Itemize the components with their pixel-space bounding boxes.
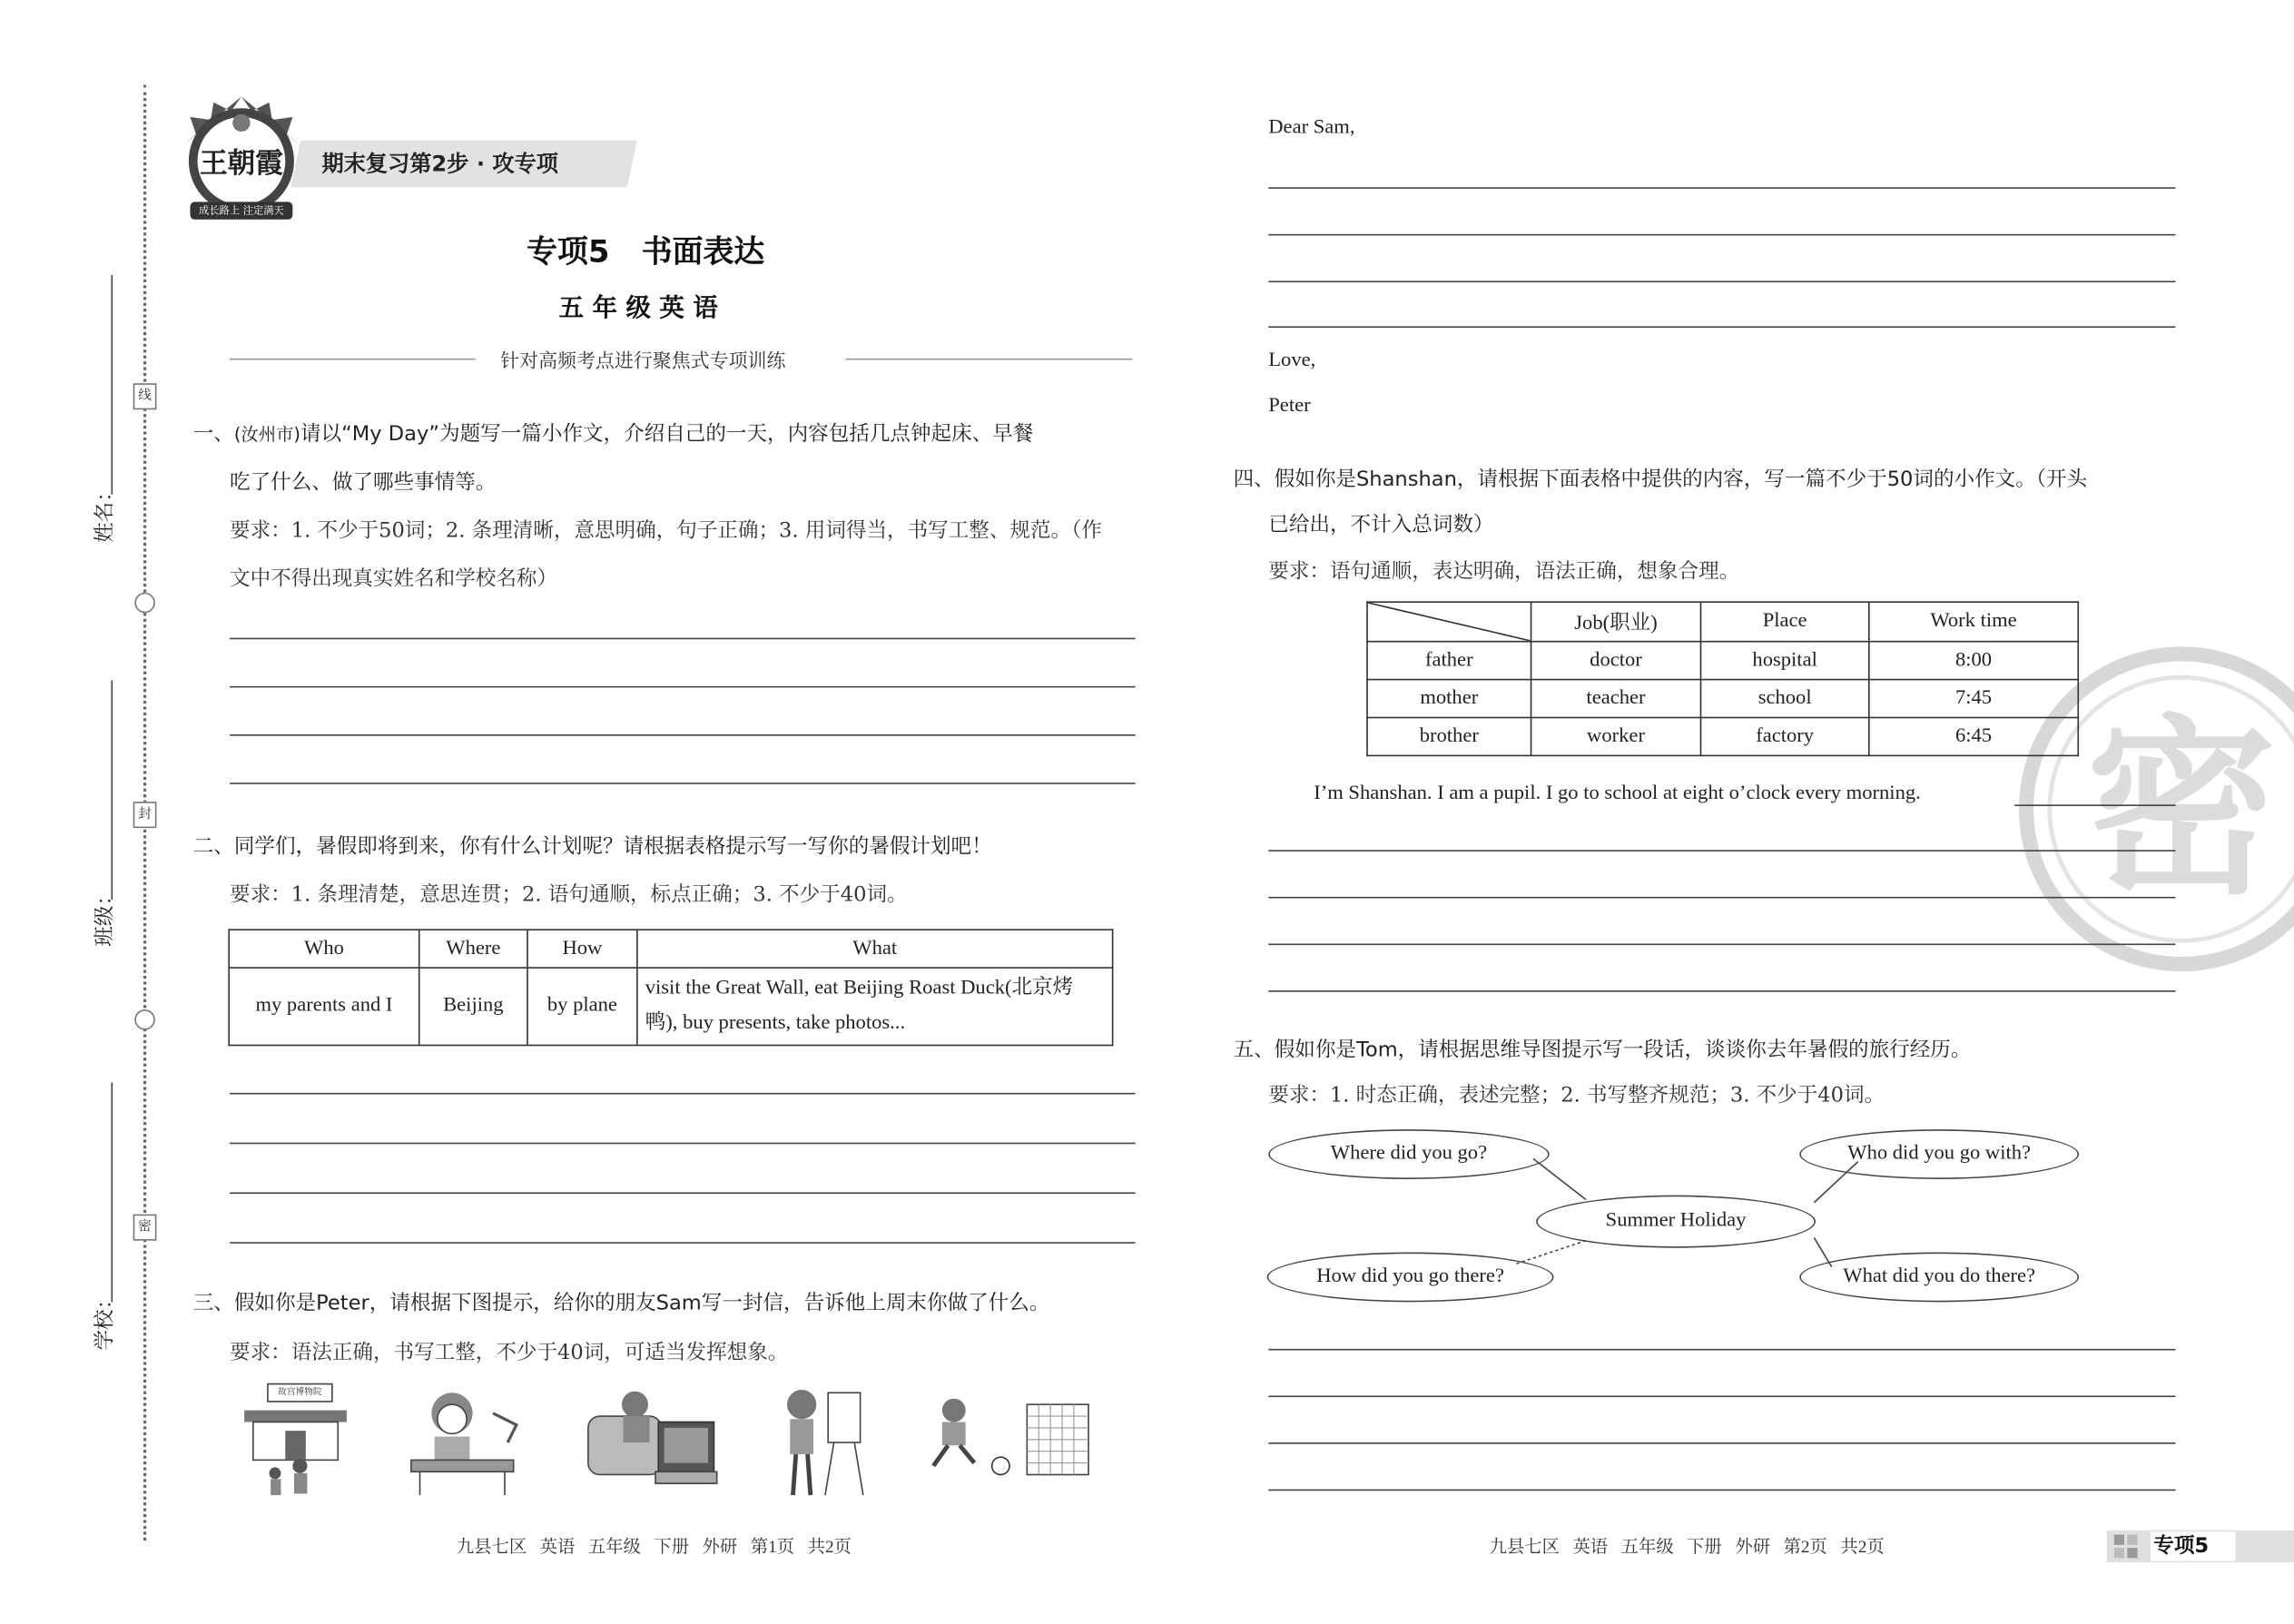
logo-name: 王朝霞 [199,149,283,181]
answer-line[interactable] [1268,1395,2175,1397]
class-label: 班级： [94,885,117,947]
class-write-line[interactable] [111,680,113,900]
q2-cell-where: Beijing [419,968,527,1045]
answer-line[interactable] [230,1093,1136,1095]
q1-requirements-cont: 文中不得出现真实姓名和学校名称） [230,567,558,592]
q1-requirements: 要求：1. 不少于50词；2. 条理清晰，意思明确，句子正确；3. 用词得当，书写工整、规范。（作 [230,519,1102,543]
q4-requirements: 要求：语句通顺，表达明确，语法正确，想象合理。 [1268,560,1740,585]
q1-region: (汝州市) [233,424,300,445]
painting-easel-icon [775,1384,878,1501]
corner-squares-icon [2112,1531,2144,1560]
q1-prompt [193,418,1034,448]
museum-sign-text: 故宫博物院 [278,1386,322,1398]
page-subtitle: 五 年 级 英 语 [558,293,718,324]
answer-line[interactable] [230,638,1136,640]
letter-greeting: Dear Sam, [1268,116,1355,140]
mind-map-where: Where did you go? [1268,1129,1549,1179]
boy-writing-icon [402,1384,534,1499]
seal-circle [134,1009,155,1030]
answer-line[interactable] [1268,326,2175,328]
school-write-line[interactable] [111,1083,113,1303]
footer-left: 九县七区 英语 五年级 下册 外研 第1页 共2页 [456,1536,852,1557]
q2-requirements: 要求：1. 条理清楚，意思连贯；2. 语句通顺，标点正确；3. 不少于40词。 [230,883,908,908]
q4-cell: school [1700,680,1868,718]
seal-char-feng: 封 [133,802,157,828]
seal-circle [134,593,155,614]
q4-header-diagonal [1367,602,1531,642]
q4-header-place: Place [1700,602,1868,642]
answer-line[interactable] [1268,1349,2175,1351]
name-write-line[interactable] [111,275,113,495]
answer-line[interactable] [230,782,1136,784]
q4-prompt-cont: 已给出，不计入总词数） [1268,513,1494,537]
seal-char-xian: 线 [133,383,157,409]
q3-requirements: 要求：语法正确，书写工整，不少于40词，可适当发挥想象。 [230,1341,789,1365]
divider [846,359,1133,360]
illustration-boy-writing [402,1384,534,1504]
answer-line[interactable] [1268,850,2175,851]
q2-plan-table [228,929,1113,1046]
watermark-char: 密 [2086,697,2277,920]
divider [230,359,476,360]
mind-map-center: Summer Holiday [1536,1196,1816,1248]
q4-cell: teacher [1531,680,1701,718]
q4-cell: 6:45 [1869,717,2078,755]
playing-football-icon [925,1395,1093,1483]
q4-header-job: Job(职业) [1531,602,1701,642]
answer-line[interactable] [230,686,1136,688]
school-label: 学校： [94,1288,117,1351]
q4-cell: 7:45 [1869,680,2078,718]
letter-closing: Love, [1268,349,1316,372]
q1-line1: 请以“My Day”为题写一篇小作文，介绍自己的一天，内容包括几点钟起床、早餐 [300,422,1034,447]
mind-map-how: How did you go there? [1267,1253,1554,1303]
answer-line[interactable] [230,1192,1136,1194]
q4-prompt: 四、假如你是Shanshan，请根据下面表格中提供的内容，写一篇不少于50词的小作文。（开头 [1233,468,2088,492]
q2-cell-what: visit the Great Wall, eat Beijing Roast Duck(北京烤鸭), buy presents, take photos... [637,968,1113,1045]
answer-line[interactable] [1268,281,2175,282]
q4-cell: factory [1700,717,1868,755]
q4-family-table [1366,601,2079,756]
letter-signature: Peter [1268,395,1311,418]
answer-line[interactable] [230,734,1136,736]
q4-cell: worker [1531,717,1701,755]
mind-map-who: Who did you go with? [1799,1129,2079,1179]
footer-right: 九县七区 英语 五年级 下册 外研 第2页 共2页 [1489,1536,1885,1557]
q4-cell: 8:00 [1869,642,2078,680]
corner-tag-label: 专项5 [2151,1531,2235,1560]
answer-line[interactable] [1268,897,2175,899]
tagline: 针对高频考点进行聚焦式专项训练 [500,349,786,372]
answer-line[interactable] [230,1143,1136,1145]
illustration-museum-visit [227,1381,359,1503]
name-label: 姓名： [94,481,117,543]
q5-prompt: 五、假如你是Tom，请根据思维导图提示写一段话，谈谈你去年暑假的旅行经历。 [1233,1038,1972,1063]
answer-line[interactable] [1268,1490,2175,1491]
q2-cell-how: by plane [527,968,637,1045]
q2-prompt: 二、同学们，暑假即将到来，你有什么计划呢？请根据表格提示写一写你的暑假计划吧！ [192,835,992,860]
seal-char-mi: 密 [133,1215,157,1241]
q1-line2: 吃了什么、做了哪些事情等。 [230,470,497,495]
q4-cell: father [1367,642,1531,680]
illustration-boy-football [925,1395,1093,1489]
q1-number: 一、 [192,422,234,447]
watching-tv-icon [582,1387,721,1495]
q4-cell: hospital [1700,642,1868,680]
answer-line[interactable] [1268,187,2175,189]
answer-line[interactable] [1268,1442,2175,1444]
answer-line[interactable] [1268,990,2175,992]
q5-requirements: 要求：1. 时态正确，表述完整；2. 书写整齐规范；3. 不少于40词。 [1268,1084,1885,1107]
q4-cell: doctor [1531,642,1701,680]
q2-header-what: What [637,930,1113,968]
banner-text: 期末复习第2步 · 攻专项 [321,150,558,178]
brand-logo [175,94,307,228]
q4-cell: mother [1367,680,1531,718]
answer-line[interactable] [1268,943,2175,945]
q4-header-time: Work time [1869,602,2078,642]
q4-starter: I’m Shanshan. I am a pupil. I go to school at eight o’clock every morning. [1314,782,1921,805]
q2-header-how: How [527,930,637,968]
q2-header-where: Where [419,930,527,968]
mind-map-what: What did you do there? [1799,1253,2079,1303]
illustration-boy-tv [582,1387,721,1501]
answer-line[interactable] [2014,804,2175,806]
q2-header-who: Who [229,930,419,968]
q2-cell-who: my parents and I [229,968,419,1045]
page-title: 专项5 书面表达 [527,233,765,270]
logo-motto: 成长路上 注定满天 [198,204,284,217]
diagonal-line-icon [1368,603,1531,641]
answer-line[interactable] [230,1242,1136,1244]
q4-cell: brother [1367,717,1531,755]
q3-prompt: 三、假如你是Peter，请根据下图提示，给你的朋友Sam写一封信，告诉他上周末你做了什么。 [192,1292,1050,1315]
illustration-boy-painting [775,1384,878,1507]
answer-line[interactable] [1268,234,2175,236]
